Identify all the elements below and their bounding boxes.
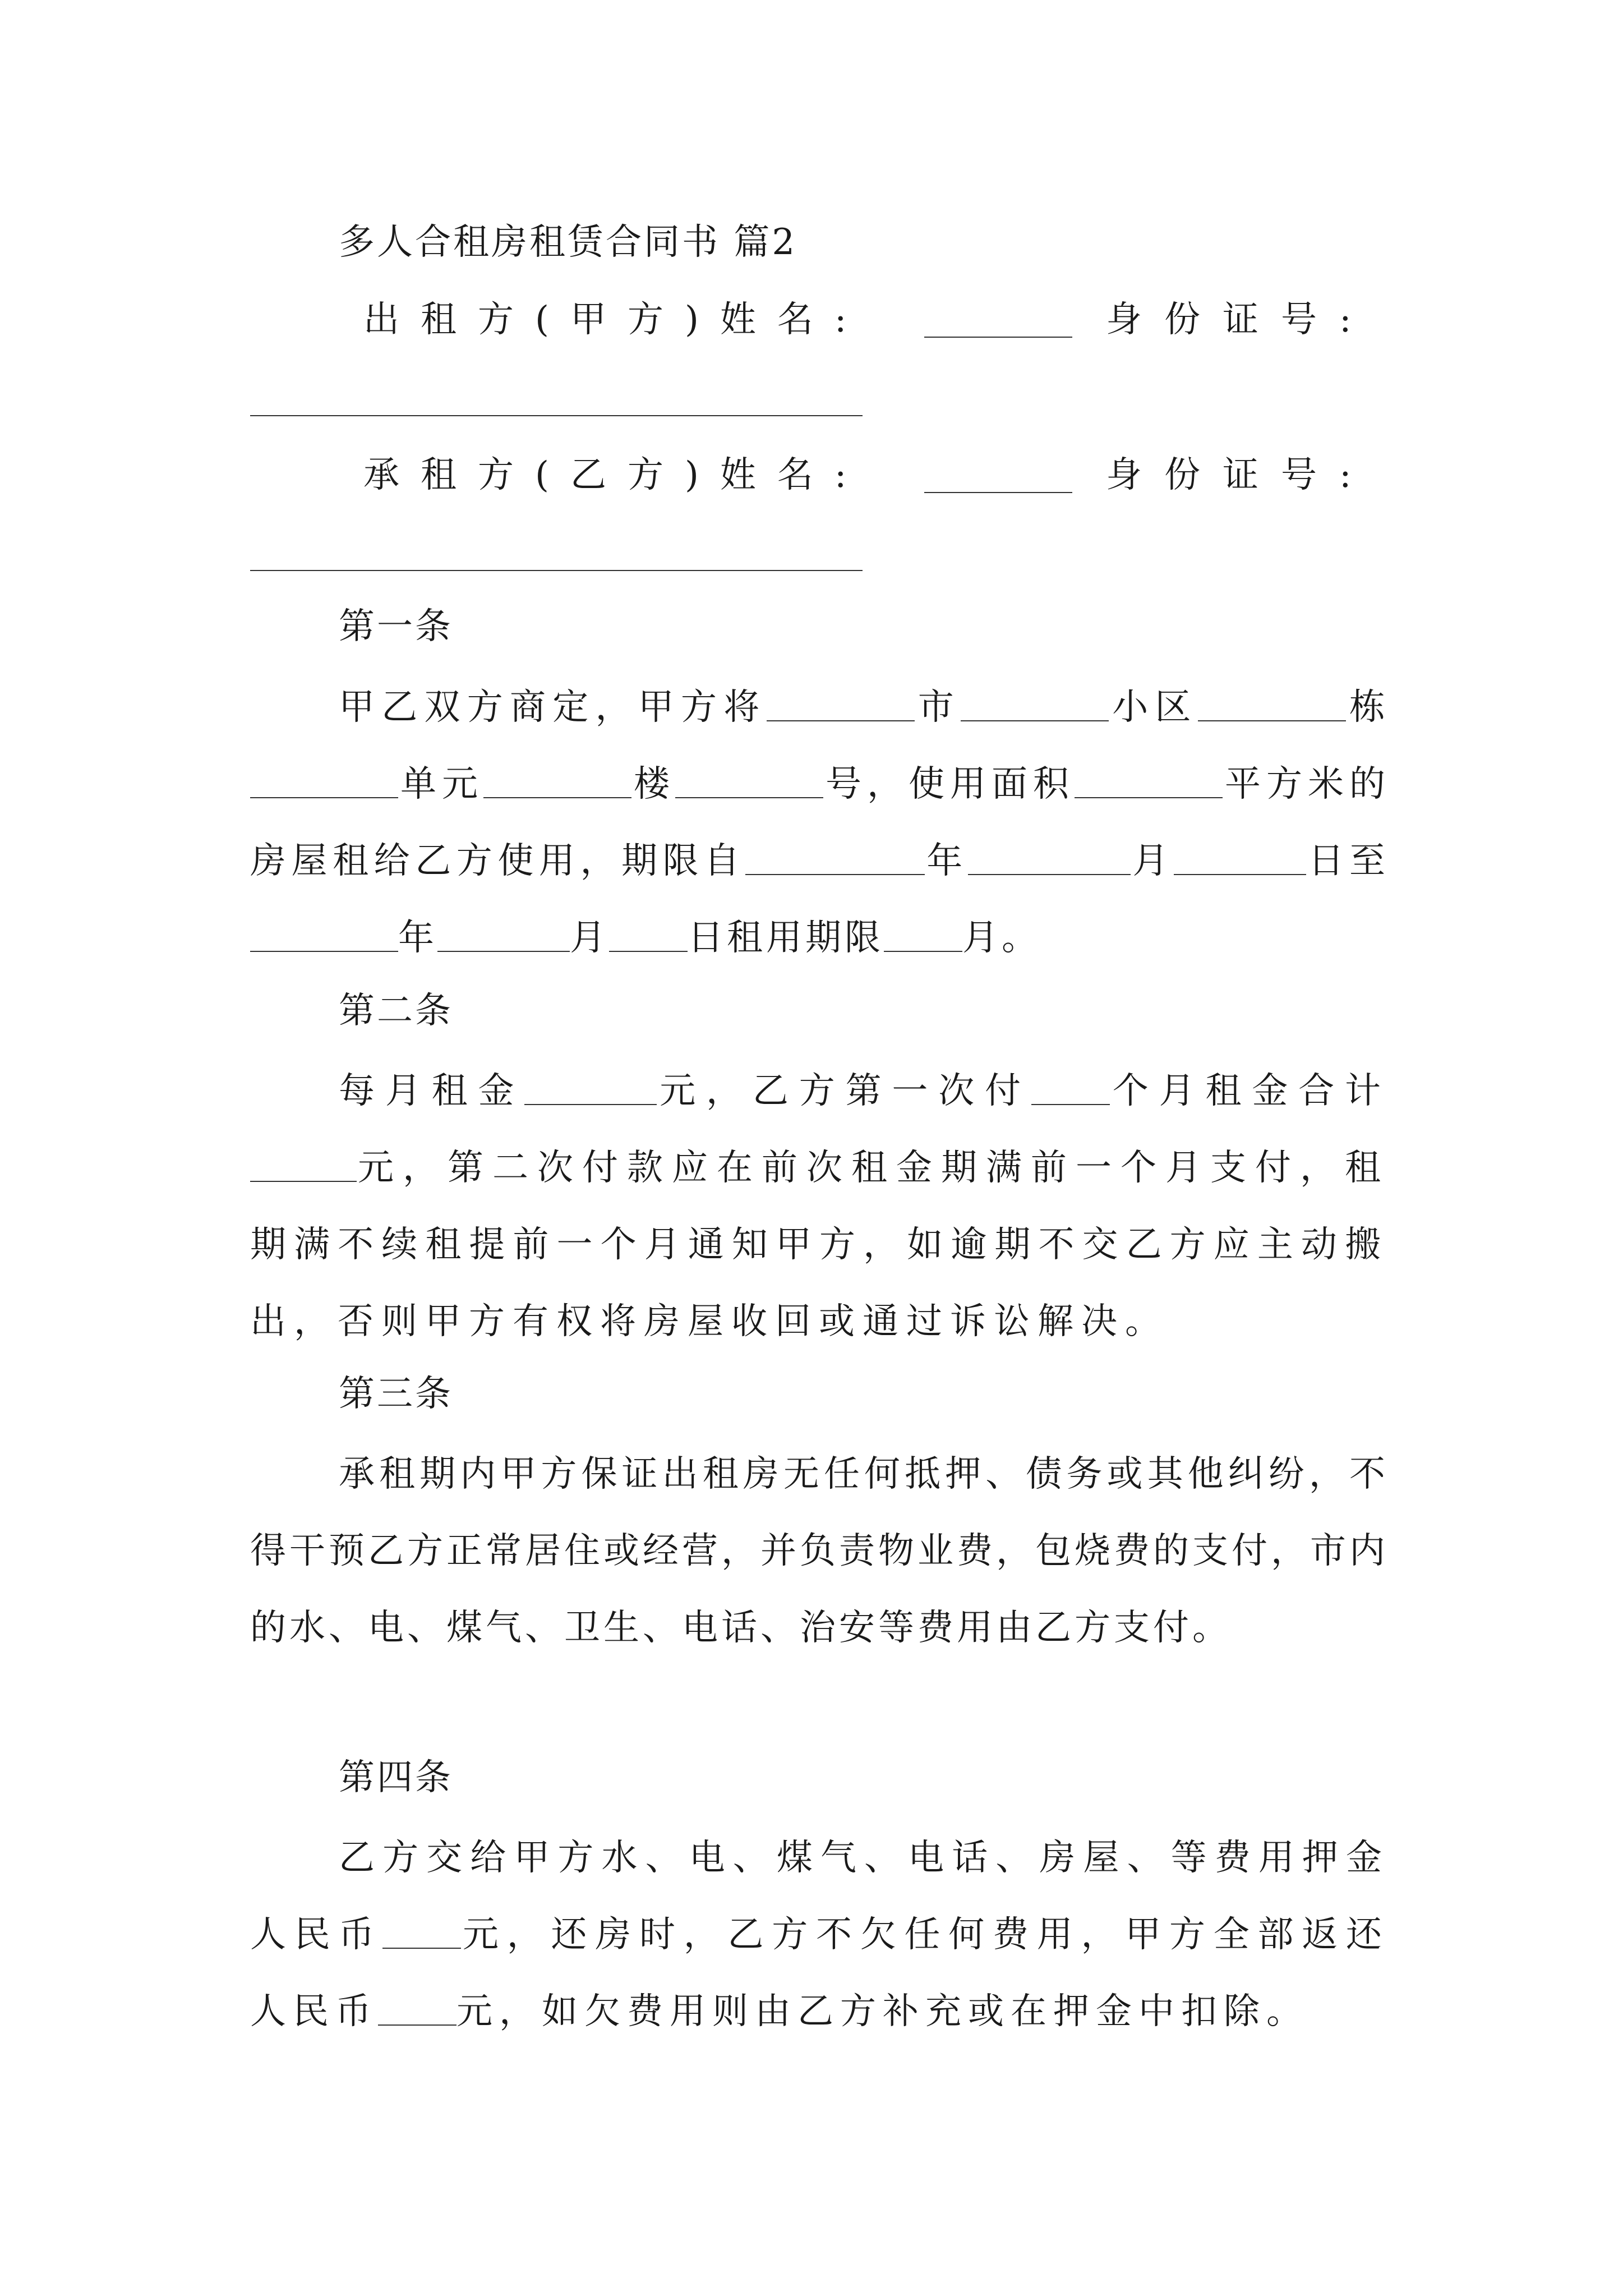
- blank-first-total: [250, 1147, 357, 1182]
- lessee-id-blank: [250, 570, 863, 571]
- article-3-body: 承租期内甲方保证出租房无任何抵押、债务或其他纠纷，不得干预乙方正常居住或经营，并负责物业费，包烧费的支付，市内的水、电、煤气、卫生、电话、治安等费用由乙方支付。: [250, 1453, 1389, 1649]
- text-segment: 日租用期限: [688, 917, 884, 959]
- text-segment: 个月租金合计: [1109, 1070, 1389, 1112]
- text-segment: 日至: [1306, 840, 1389, 882]
- lessee-name-blank: [924, 458, 1072, 493]
- text-segment: 小区: [1109, 687, 1198, 728]
- text-segment: 栋: [1345, 687, 1389, 728]
- text-segment: 楼: [631, 763, 675, 805]
- lessor-id-label: 身份证号:: [1106, 299, 1374, 341]
- article-1-heading: 第一条: [339, 606, 453, 647]
- blank-start-month: [968, 840, 1131, 875]
- blank-first-months: [1031, 1070, 1110, 1105]
- text-segment: 月。: [962, 917, 1041, 959]
- blank-unit: [250, 763, 398, 798]
- blank-start-day: [1174, 840, 1306, 875]
- article-4-heading: 第四条: [339, 1757, 453, 1798]
- article-2-body: [250, 1053, 1389, 1360]
- lessor-name-blank: [924, 303, 1072, 338]
- blank-deposit: [382, 1914, 461, 1949]
- blank-start-year: [745, 840, 925, 875]
- blank-monthly-rent: [524, 1070, 657, 1105]
- blank-city: [767, 687, 915, 721]
- blank-floor: [483, 763, 631, 798]
- blank-area: [1075, 763, 1223, 798]
- lessor-id-blank: [250, 415, 863, 416]
- text-segment: 月: [1130, 840, 1174, 882]
- lessor-line: [363, 299, 1374, 341]
- text-segment: 年: [924, 840, 968, 882]
- lessee-name-label: 承租方(乙方)姓名:: [363, 454, 868, 496]
- text-segment: 元，乙方第一次付: [657, 1070, 1031, 1112]
- article-4-body: [250, 1820, 1389, 2050]
- text-segment: 市: [914, 687, 961, 728]
- blank-building: [1198, 687, 1346, 721]
- document-title: 多人合租房租赁合同书 篇2: [339, 222, 797, 263]
- blank-number: [675, 763, 823, 798]
- text-segment: 每月租金: [339, 1070, 525, 1112]
- article-3-heading: 第三条: [339, 1373, 453, 1415]
- text-segment: 乙方交给甲方水、电、煤气、电话、房屋、等费用押金人民币: [250, 1837, 1389, 1955]
- lessee-line: [363, 454, 1374, 496]
- blank-end-day: [609, 917, 688, 952]
- text-segment: 年: [398, 917, 437, 959]
- text-segment: 月: [570, 917, 609, 959]
- text-segment: 元，如欠费用则由乙方补充或在押金中扣除。: [457, 1991, 1309, 2032]
- text-segment: 平方米的房屋租给乙方使用，期限自: [250, 763, 1389, 882]
- text-segment: 号，使用面积: [823, 763, 1075, 805]
- blank-term-months: [884, 917, 962, 952]
- blank-district: [961, 687, 1109, 721]
- text-segment: 元，还房时，乙方不欠任何费用，甲方全部返还人民币: [250, 1914, 1389, 2032]
- text-segment: 单元: [398, 763, 483, 805]
- article-2-heading: 第二条: [339, 990, 453, 1032]
- article-1-body: [250, 669, 1389, 977]
- text-segment: 甲乙双方商定，甲方将: [339, 687, 767, 728]
- lessor-name-label: 出租方(甲方)姓名:: [363, 299, 868, 341]
- blank-end-year: [250, 917, 398, 952]
- blank-refund: [378, 1991, 457, 2026]
- blank-end-month: [437, 917, 570, 952]
- lessee-id-label: 身份证号:: [1106, 454, 1374, 496]
- text-segment: 元，第二次付款应在前次租金期满前一个月支付，租期满不续租提前一个月通知甲方，如逾期不交乙方应主动搬出，否则甲方有权将房屋收回或通过诉讼解决。: [250, 1147, 1389, 1342]
